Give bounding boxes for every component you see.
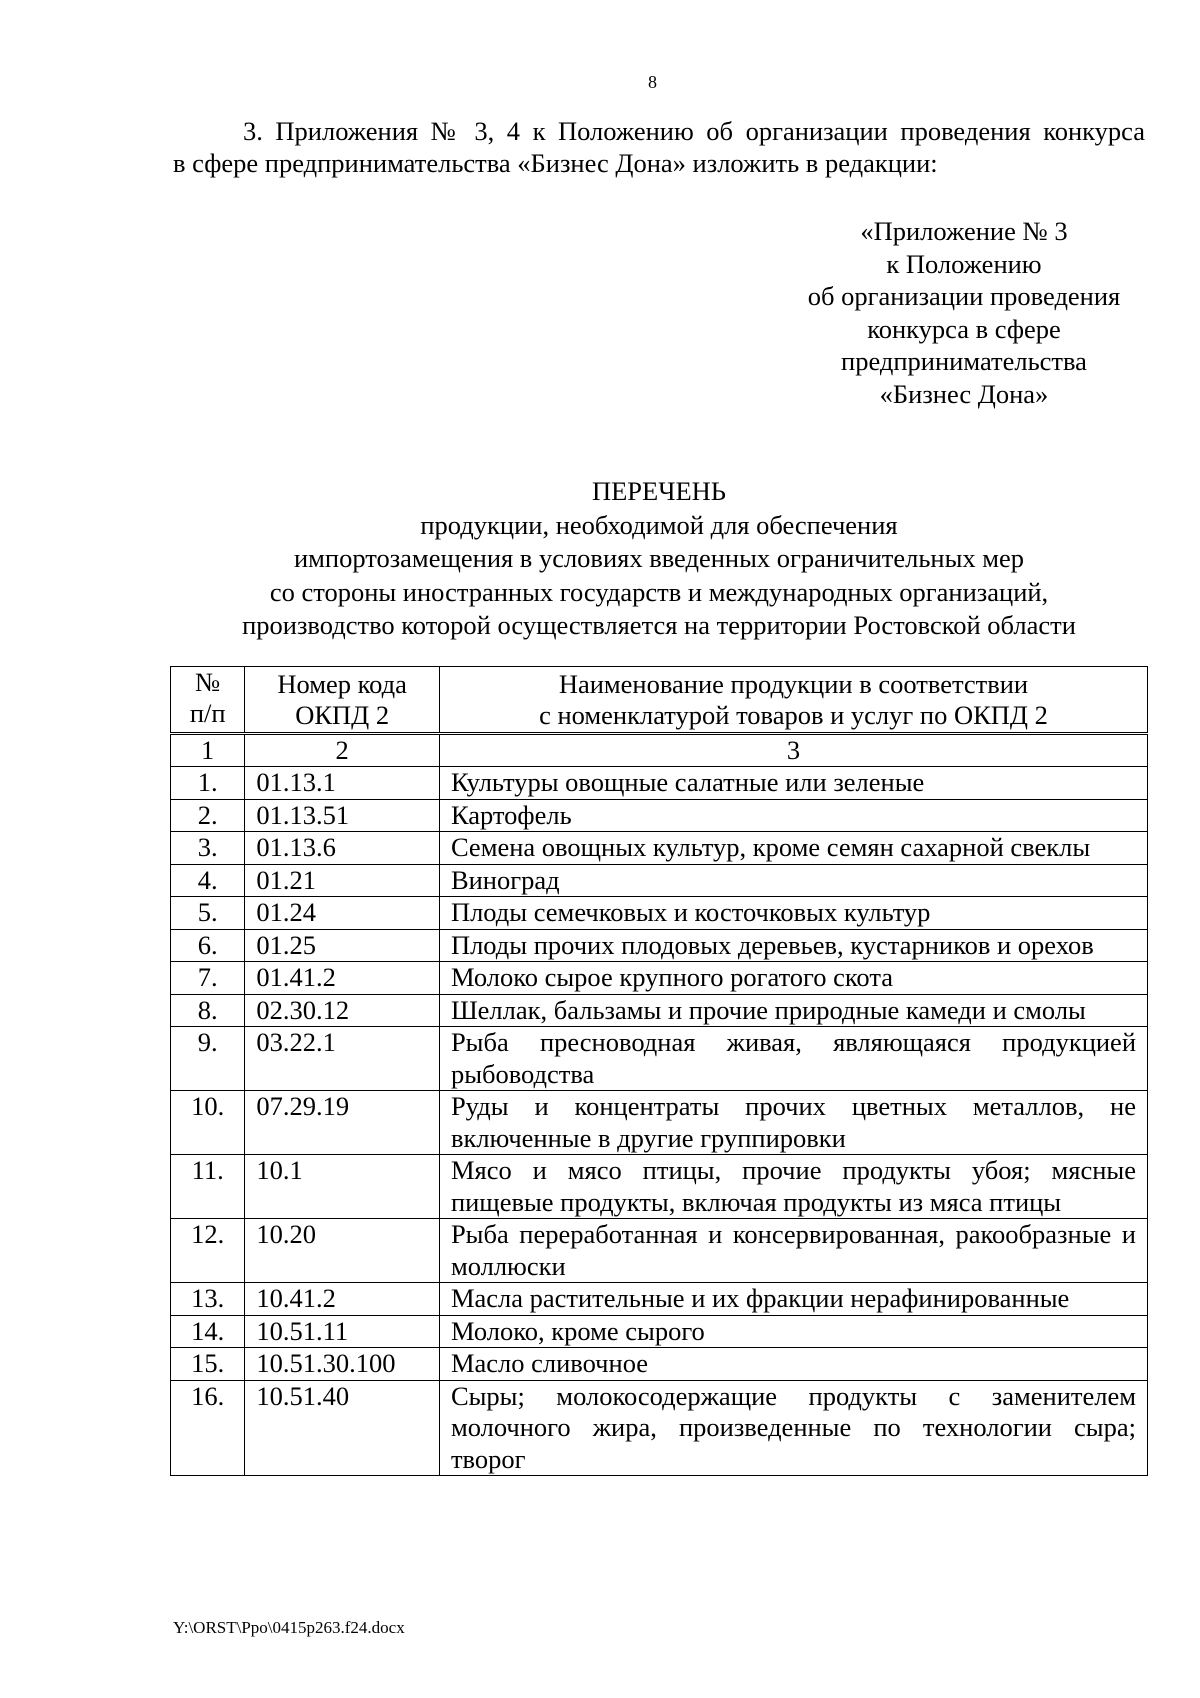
row-code: 01.13.6 — [245, 832, 440, 865]
table-row — [171, 897, 1148, 930]
row-code: 02.30.12 — [245, 994, 440, 1027]
row-code: 10.41.2 — [245, 1283, 440, 1316]
row-number: 1. — [171, 767, 245, 800]
row-product-name: Плоды семечковых и косточковых культур — [439, 897, 1147, 930]
table-row — [171, 864, 1148, 897]
header-number-line-1: № — [195, 667, 221, 697]
list-subtitle-line: продукции, необходимой для обеспечения — [420, 509, 898, 540]
row-number: 2. — [171, 799, 245, 832]
row-number: 3. — [171, 832, 245, 865]
products-table — [170, 666, 1148, 1476]
row-product-name: Мясо и мясо птицы, прочие продукты убоя; мясные пищевые продукты, включая продукты из мяса птицы — [439, 1155, 1147, 1219]
table-row — [171, 962, 1148, 995]
row-product-name: Картофель — [439, 799, 1147, 832]
row-product-name: Руды и концентраты прочих цветных металлов, не включенные в другие группировки — [439, 1091, 1147, 1155]
table-column-numbers-row — [171, 734, 1148, 767]
row-number: 16. — [171, 1380, 245, 1476]
table-row — [171, 929, 1148, 962]
header-name — [439, 667, 1147, 734]
column-number: 3 — [439, 734, 1147, 767]
row-product-name: Молоко сырое крупного рогатого скота — [439, 962, 1147, 995]
row-number: 12. — [171, 1219, 245, 1283]
header-code-line-1: Номер кода — [277, 669, 407, 699]
intro-line-1: 3. Приложения № 3, 4 к Положению об организации проведения конкурса — [243, 116, 1145, 146]
row-number: 9. — [171, 1027, 245, 1091]
list-subtitle-line: производство которой осуществляется на территории Ростовской области — [242, 610, 1076, 640]
column-number: 1 — [171, 734, 245, 767]
row-product-name: Рыба пресноводная живая, являющаяся продукцией рыбоводства — [439, 1027, 1147, 1091]
annex-line: к Положению — [886, 248, 1042, 279]
table-row — [171, 1283, 1148, 1316]
row-number: 13. — [171, 1283, 245, 1316]
table-row — [171, 1027, 1148, 1091]
row-number: 5. — [171, 897, 245, 930]
row-code: 01.25 — [245, 929, 440, 962]
row-product-name: Виноград — [439, 864, 1147, 897]
row-number: 8. — [171, 994, 245, 1027]
table-row — [171, 1219, 1148, 1283]
table-row — [171, 799, 1148, 832]
row-number: 11. — [171, 1155, 245, 1219]
list-subtitle-line: импортозамещения в условиях введенных ограничительных мер — [293, 543, 1025, 573]
intro-line-2: в сфере предпринимательства «Бизнес Дона» изложить в редакции: — [173, 148, 938, 178]
annex-reference — [788, 215, 1140, 410]
table-row — [171, 1348, 1148, 1381]
header-code — [245, 667, 440, 734]
row-product-name: Молоко, кроме сырого — [439, 1315, 1147, 1348]
annex-line: «Приложение № 3 — [860, 216, 1068, 246]
table-row — [171, 1155, 1148, 1219]
row-code: 10.20 — [245, 1219, 440, 1283]
row-number: 4. — [171, 864, 245, 897]
header-code-line-2: ОКПД 2 — [295, 700, 390, 730]
row-code: 03.22.1 — [245, 1027, 440, 1091]
row-product-name: Культуры овощные салатные или зеленые — [439, 767, 1147, 800]
list-subtitle-line: со стороны иностранных государств и международных организаций, — [269, 576, 1049, 607]
row-product-name: Рыба переработанная и консервированная, ракообразные и моллюски — [439, 1219, 1147, 1283]
list-title: ПЕРЕЧЕНЬ — [591, 476, 726, 506]
row-code: 10.51.40 — [245, 1380, 440, 1476]
page-number: 8 — [648, 72, 657, 92]
row-code: 01.24 — [245, 897, 440, 930]
row-number: 15. — [171, 1348, 245, 1381]
row-code: 01.41.2 — [245, 962, 440, 995]
row-number: 6. — [171, 929, 245, 962]
annex-line: об организации проведения — [807, 281, 1121, 311]
table-row — [171, 1380, 1148, 1476]
annex-line: конкурса в сфере — [867, 313, 1061, 344]
table-row — [171, 832, 1148, 865]
row-product-name: Масло сливочное — [439, 1348, 1147, 1381]
table-row — [171, 1315, 1148, 1348]
table-body — [171, 767, 1148, 1476]
row-code: 07.29.19 — [245, 1091, 440, 1155]
row-code: 10.51.11 — [245, 1315, 440, 1348]
row-code: 01.21 — [245, 864, 440, 897]
table-row — [171, 994, 1148, 1027]
header-number-line-2: п/п — [189, 698, 226, 728]
row-product-name: Плоды прочих плодовых деревьев, кустарников и орехов — [439, 929, 1147, 962]
row-product-name: Семена овощных культур, кроме семян сахарной свеклы — [439, 832, 1147, 865]
annex-line: «Бизнес Дона» — [879, 378, 1049, 409]
footer-file-path: Y:\ORST\Ppo\0415p263.f24.docx — [173, 1618, 405, 1637]
column-number: 2 — [245, 734, 440, 767]
row-code: 10.51.30.100 — [245, 1348, 440, 1381]
table-row — [171, 1091, 1148, 1155]
row-code: 10.1 — [245, 1155, 440, 1219]
list-title-block — [173, 475, 1145, 643]
table-row — [171, 767, 1148, 800]
annex-line: предпринимательства — [841, 346, 1087, 376]
header-name-line-2: с номенклатурой товаров и услуг по ОКПД 2 — [539, 700, 1048, 730]
row-number: 10. — [171, 1091, 245, 1155]
row-product-name: Масла растительные и их фракции нерафинированные — [439, 1283, 1147, 1316]
row-code: 01.13.51 — [245, 799, 440, 832]
header-name-line-1: Наименование продукции в соответствии — [558, 669, 1029, 699]
row-code: 01.13.1 — [245, 767, 440, 800]
row-number: 14. — [171, 1315, 245, 1348]
row-number: 7. — [171, 962, 245, 995]
header-number — [171, 667, 245, 734]
row-product-name: Сыры; молокосодержащие продукты с заменителем молочного жира, произведенные по технологии сыра; творог — [439, 1380, 1147, 1476]
intro-paragraph — [173, 115, 1145, 179]
table-header-row — [171, 667, 1148, 734]
row-product-name: Шеллак, бальзамы и прочие природные камеди и смолы — [439, 994, 1147, 1027]
